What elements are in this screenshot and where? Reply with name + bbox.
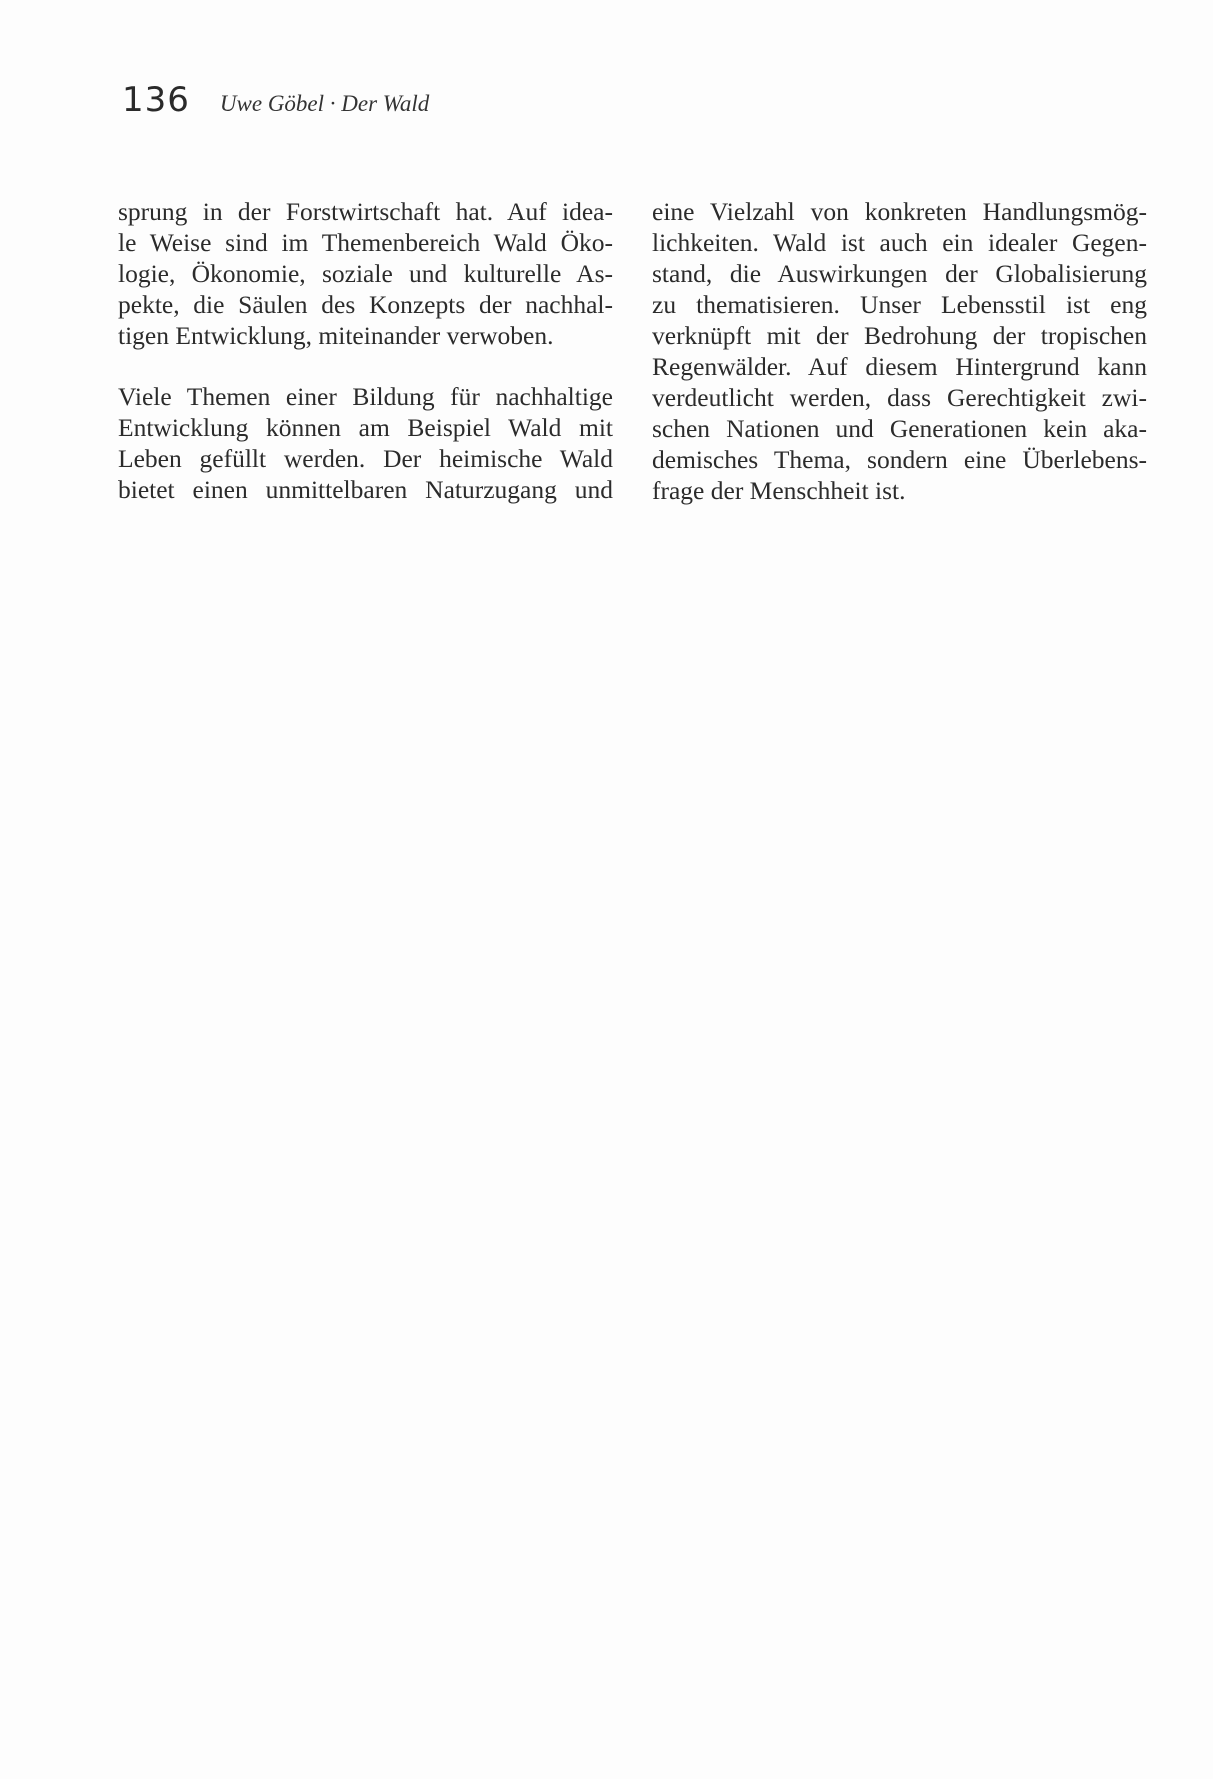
text-line: bietet einen unmittelbaren Naturzugang und xyxy=(118,475,613,504)
text-line: demisches Thema, sondern eine Überlebens- xyxy=(652,445,1147,474)
text-line: verdeutlicht werden, dass Gerechtigkeit zwi- xyxy=(652,383,1147,412)
text-line: le Weise sind im Themenbereich Wald Öko- xyxy=(118,228,613,257)
paragraph xyxy=(118,196,613,351)
left-column xyxy=(118,196,613,505)
text-line: Leben gefüllt werden. Der heimische Wald xyxy=(118,444,613,473)
paragraph xyxy=(118,381,613,505)
right-column xyxy=(652,196,1147,506)
running-title: Uwe Göbel · Der Wald xyxy=(219,91,430,116)
paragraph xyxy=(652,196,1147,506)
text-line: schen Nationen und Generationen kein aka- xyxy=(652,414,1147,443)
text-line: stand, die Auswirkungen der Globalisierung xyxy=(652,259,1147,288)
text-line: pekte, die Säulen des Konzepts der nachhal- xyxy=(118,290,613,319)
text-line: sprung in der Forstwirtschaft hat. Auf idea- xyxy=(118,197,613,226)
text-line: Regenwälder. Auf diesem Hintergrund kann xyxy=(652,352,1147,381)
text-line: Entwicklung können am Beispiel Wald mit xyxy=(118,413,613,442)
text-line: Viele Themen einer Bildung für nachhaltige xyxy=(118,382,613,411)
text-line: frage der Menschheit ist. xyxy=(652,476,906,505)
text-line: lichkeiten. Wald ist auch ein idealer Gegen- xyxy=(652,228,1147,257)
text-line: logie, Ökonomie, soziale und kulturelle As- xyxy=(118,259,613,288)
page-number: 136 xyxy=(122,80,190,120)
text-line: zu thematisieren. Unser Lebensstil ist eng xyxy=(652,290,1147,319)
text-line: tigen Entwicklung, miteinander verwoben. xyxy=(118,321,554,350)
running-head xyxy=(122,80,429,120)
text-line: eine Vielzahl von konkreten Handlungsmög- xyxy=(652,197,1147,226)
text-line: verknüpft mit der Bedrohung der tropischen xyxy=(652,321,1147,350)
